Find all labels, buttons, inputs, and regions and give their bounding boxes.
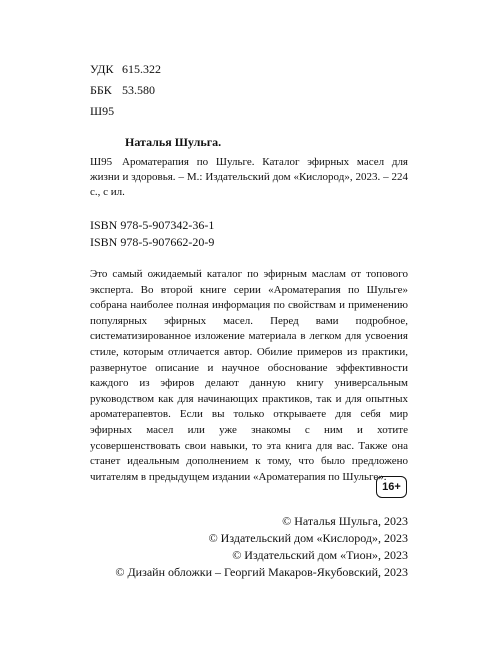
udk-row bbox=[90, 59, 161, 80]
bbk-label: ББК bbox=[90, 83, 112, 97]
bbk-row bbox=[90, 80, 161, 101]
isbn-1: ISBN 978-5-907342-36-1 bbox=[90, 218, 215, 232]
udk-label: УДК bbox=[90, 62, 114, 76]
copyright-publisher-kislorod: © Издательский дом «Кислород», 2023 bbox=[208, 531, 408, 545]
author-mark-label: Ш95 bbox=[90, 104, 115, 118]
udk-value: 615.322 bbox=[122, 62, 161, 76]
isbn-list bbox=[90, 217, 214, 251]
bibliographic-description bbox=[90, 155, 408, 200]
biblio-author-mark: Ш95 bbox=[90, 156, 113, 168]
isbn-2: ISBN 978-5-907662-20-9 bbox=[90, 235, 215, 249]
classification-codes bbox=[90, 59, 161, 122]
author-name: Наталья Шульга. bbox=[125, 135, 222, 149]
bbk-value: 53.580 bbox=[122, 83, 155, 97]
copyright-notices bbox=[115, 513, 408, 581]
copyright-publisher-tion: © Издательский дом «Тион», 2023 bbox=[232, 548, 408, 562]
copyright-author: © Наталья Шульга, 2023 bbox=[282, 514, 408, 528]
biblio-text: Ароматерапия по Шульге. Каталог эфирных масел для жизни и здоровья. – М.: Издательский дом «Кислород», 2023. – 224 с., с ил. bbox=[90, 156, 408, 198]
copyright-cover-design: © Дизайн обложки – Георгий Макаров-Якубовский, 2023 bbox=[115, 565, 408, 579]
age-rating-badge: 16+ bbox=[376, 476, 407, 498]
author-mark-row bbox=[90, 101, 161, 122]
annotation-text: Это самый ожидаемый каталог по эфирным маслам от топового эксперта. Во второй книге серии «Ароматерапия по Шульге» собрана наиболее полная информация по свойствам и применению популярных эфирных масел. Перед вами подробное, систематизированное изложение материала в легком для усвоения стиле, которым отличается автор. Обилие примеров из практики, развернутое описание и научное обоснование эффективности каждого из эфиров делают данную книгу универсальным руководством как для начинающих практиков, так и для опытных ароматерапевтов. Если вы только открываете для себя мир эфирных масел или уже знакомы с ним и хотите усовершенствовать свои навыки, то эта книга для вас. Также она станет идеальным дополнением к тому, что было предложено читателям в предыдущем издании «Ароматерапия по Шульге». bbox=[90, 268, 408, 483]
